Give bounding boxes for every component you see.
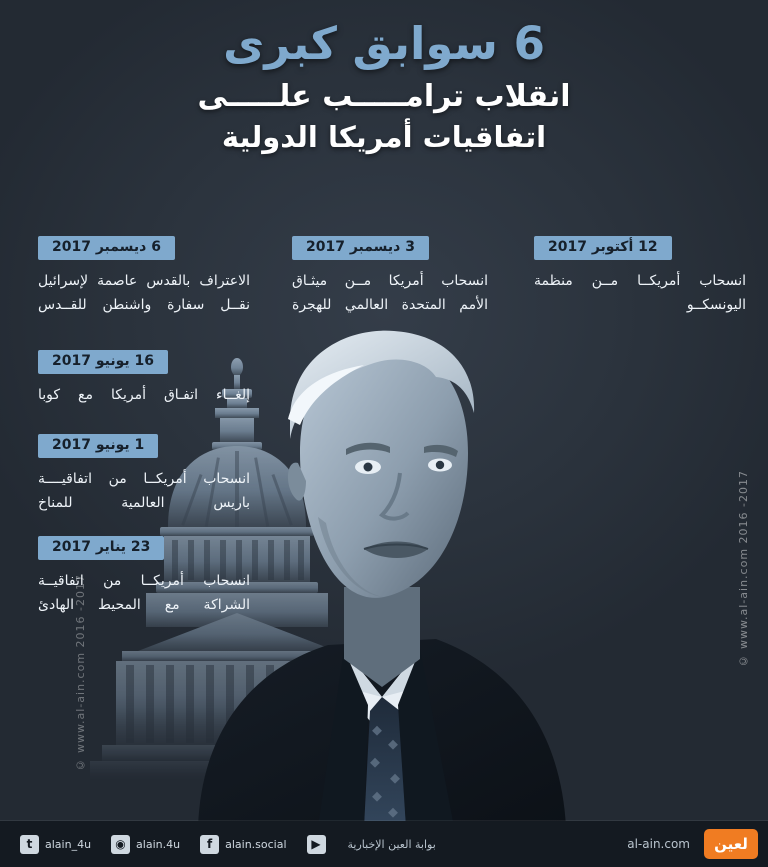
event-line: نقــل سفارة واشنطن للقــدس: [38, 297, 250, 314]
event-line: الشراكة مع المحيط الهادئ: [38, 597, 250, 614]
event-line: باريس العالمية للمناخ: [38, 495, 250, 512]
footer-right-group: [627, 829, 768, 859]
instagram-icon: ◉: [111, 835, 130, 854]
youtube-icon: ▶: [307, 835, 326, 854]
event-item: [38, 350, 250, 407]
event-line: الأمم المتحدة العالمي للهجرة: [292, 297, 488, 314]
event-item: [38, 434, 250, 516]
portal-label: بوابة العين الإخبارية: [347, 837, 436, 851]
social-link-instagram[interactable]: [101, 835, 190, 854]
event-line: إلغــاء اتفـاق أمريكا مع كوبا: [38, 386, 250, 403]
watermark-right: © www.al-ain.com 2016 -2017: [737, 469, 750, 667]
site-url[interactable]: al-ain.com: [627, 837, 690, 851]
event-item: [534, 236, 746, 318]
social-handle: alain_4u: [45, 837, 92, 851]
event-line: الاعتراف بالقدس عاصمة لإسرائيل: [38, 272, 250, 289]
event-date-badge: 1 يونيو 2017: [38, 434, 158, 458]
event-line: انسحاب أمريكــا مــن منظمة: [534, 272, 746, 289]
event-date-badge: 12 أكتوبر 2017: [534, 236, 672, 260]
event-line: اليونسكــو: [686, 297, 746, 314]
event-line: انسحاب أمريكــا من اتفاقيــــة: [38, 470, 250, 487]
page-subtitle: [0, 78, 768, 156]
social-handle: alain.social: [225, 837, 287, 851]
event-item: [292, 236, 488, 318]
event-description: [38, 467, 250, 516]
watermark-left: © www.al-ain.com 2016 -2017: [74, 573, 87, 771]
event-description: [38, 383, 250, 408]
footer-bar: [0, 821, 768, 867]
event-date-badge: 3 ديسمبر 2017: [292, 236, 429, 260]
subtitle-line-1: انقلاب ترامـــــب علـــــى: [197, 78, 571, 114]
facebook-icon: f: [200, 835, 219, 854]
social-link-youtube[interactable]: [297, 835, 336, 854]
event-item: [38, 536, 250, 618]
title-block: [0, 18, 768, 156]
event-description: [534, 269, 746, 318]
social-handle: alain.4u: [136, 837, 181, 851]
event-date-badge: 6 ديسمبر 2017: [38, 236, 175, 260]
event-date-badge: 16 يونيو 2017: [38, 350, 168, 374]
event-description: [38, 269, 250, 318]
page-title: 6 سوابق كبرى: [223, 17, 545, 70]
event-description: [292, 269, 488, 318]
twitter-icon: t: [20, 835, 39, 854]
social-link-facebook[interactable]: [190, 835, 296, 854]
event-item: [38, 236, 250, 318]
event-line: انسحاب أمريكا مــن ميثـاق: [292, 272, 488, 289]
event-description: [38, 569, 250, 618]
social-link-twitter[interactable]: [10, 835, 101, 854]
event-date-badge: 23 يناير 2017: [38, 536, 164, 560]
social-links: [0, 835, 448, 854]
event-line: انسحاب أمريكــا من اتفاقيــة: [38, 572, 250, 589]
subtitle-line-2: اتفاقيات أمريكا الدولية: [221, 120, 547, 155]
brand-logo[interactable]: لعين: [704, 829, 758, 859]
